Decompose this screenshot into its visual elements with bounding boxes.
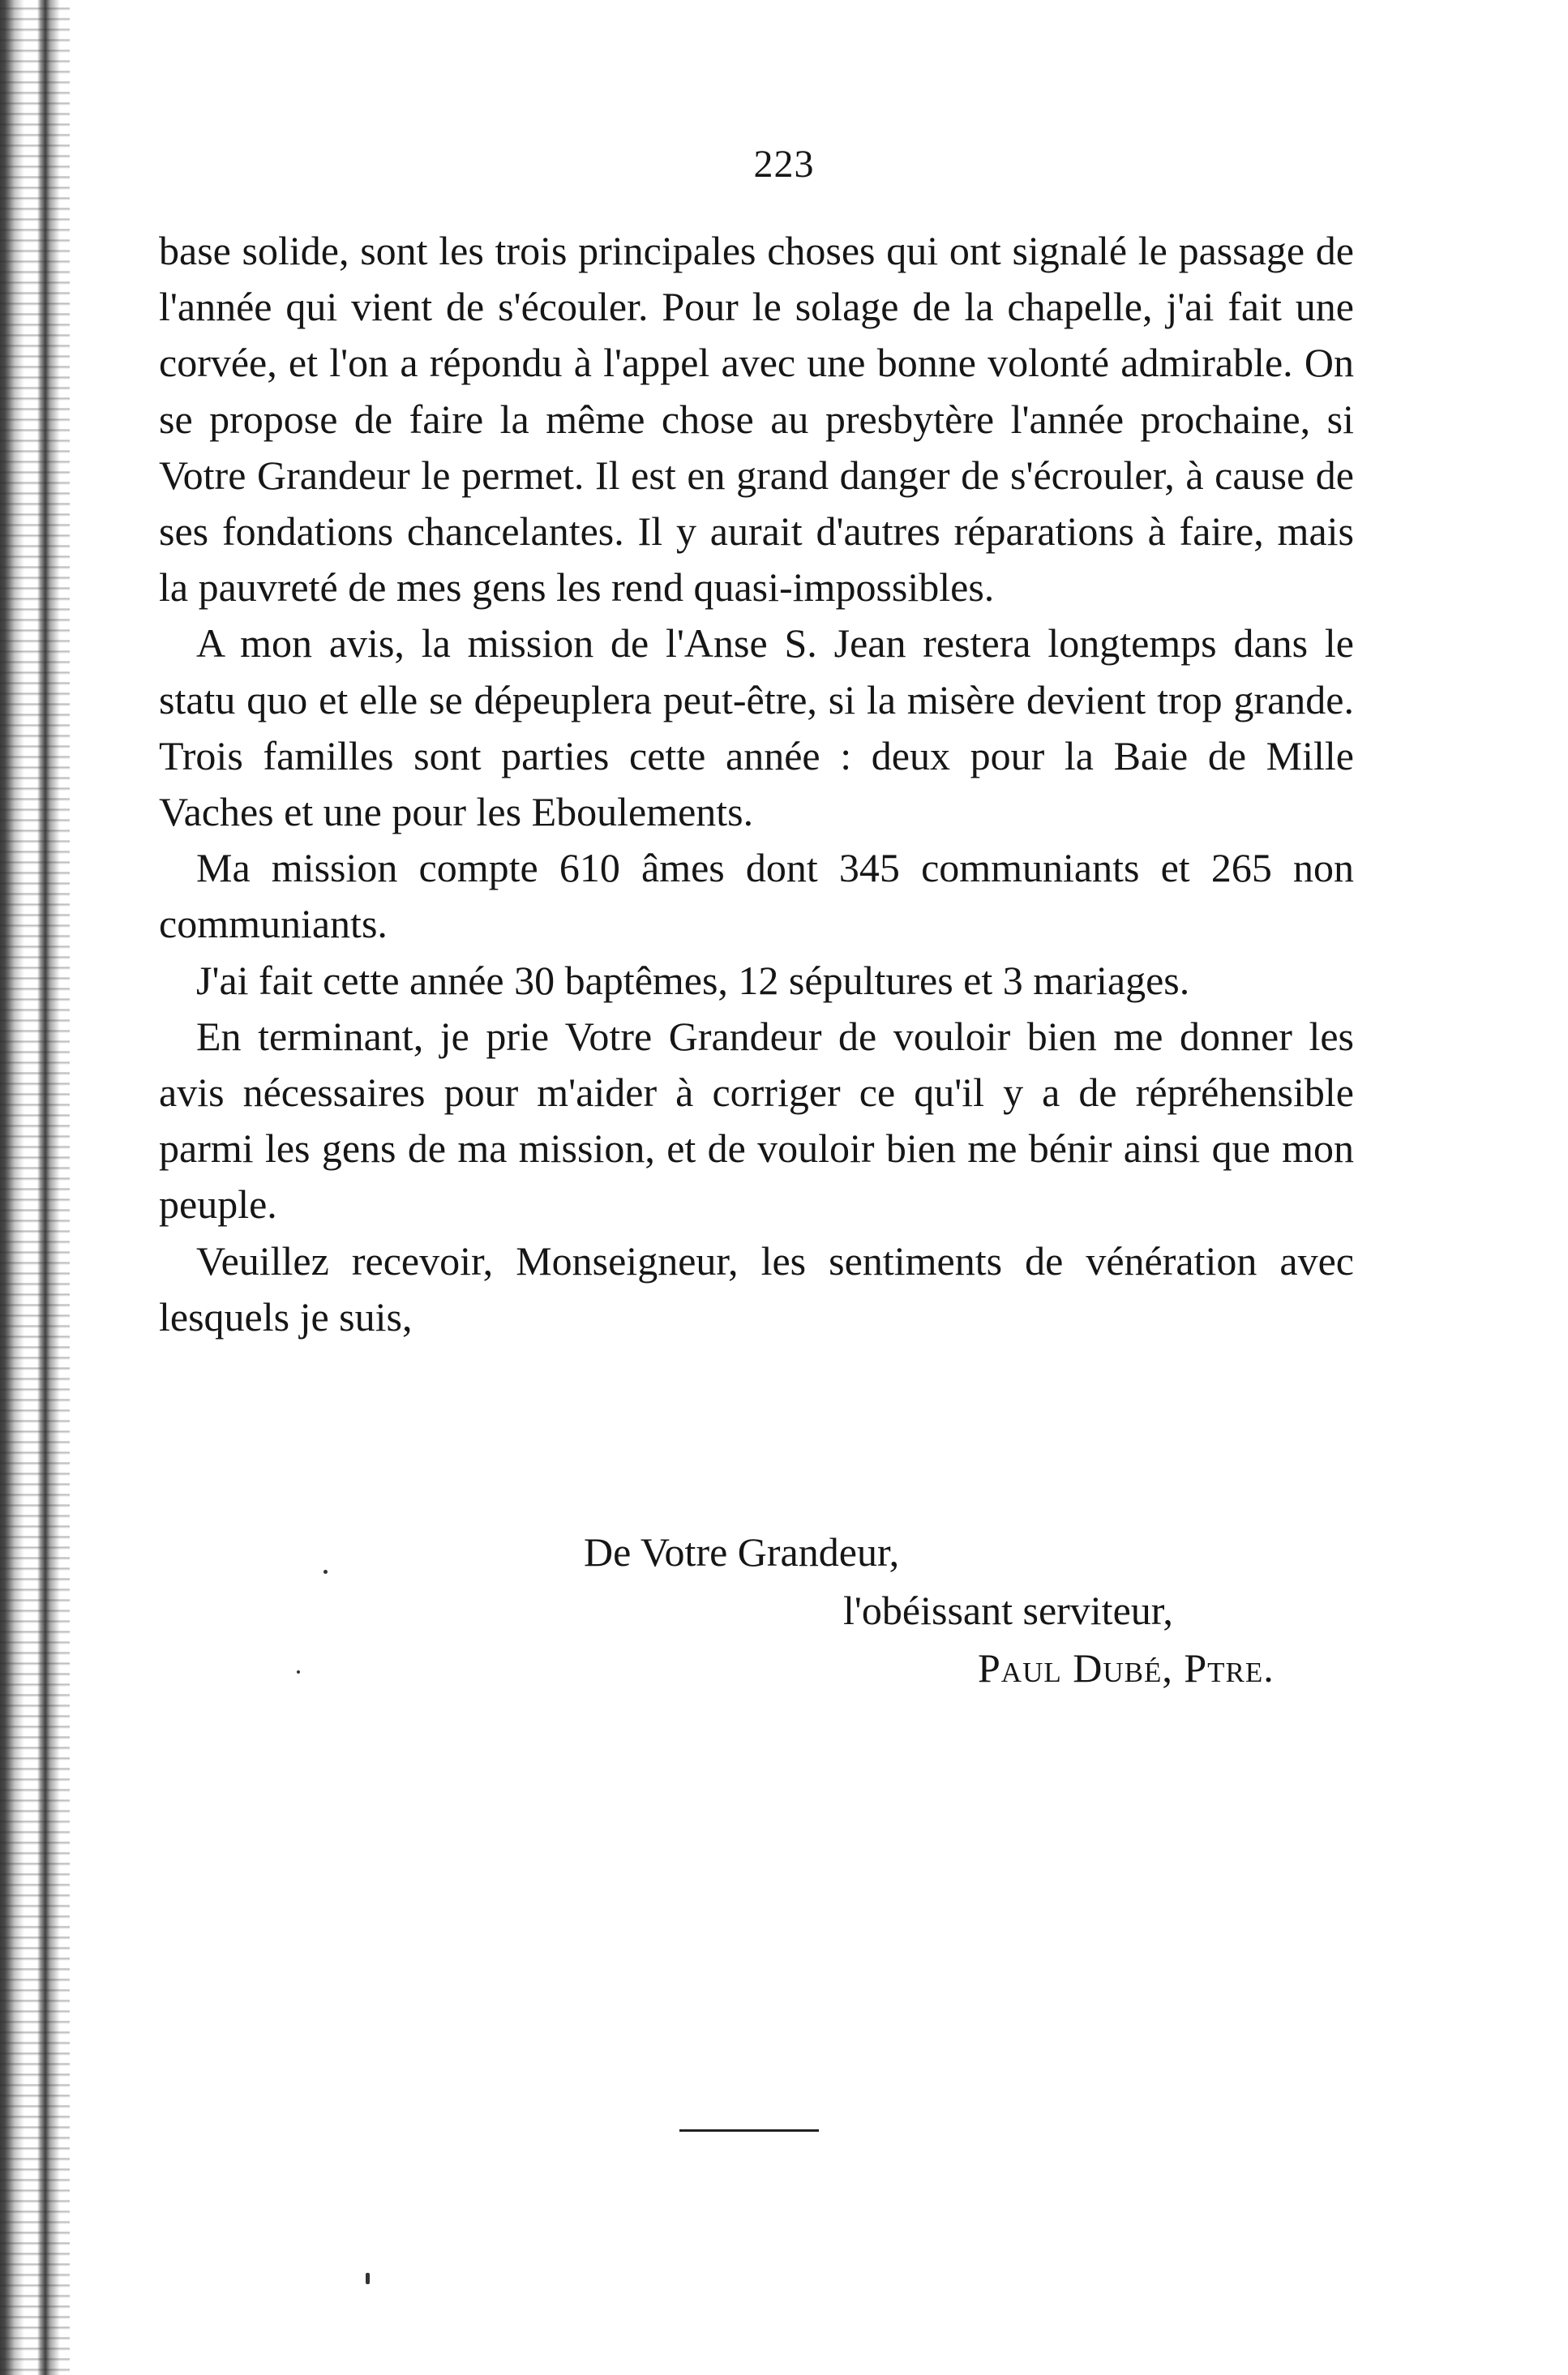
letter-body [159, 223, 1354, 1345]
paragraph-4: J'ai fait cette année 30 baptêmes, 12 sépultures et 3 mariages. [196, 957, 1190, 1003]
signature-closing: l'obéissant serviteur, [843, 1588, 1173, 1633]
signature-name: Paul Dubé, Ptre. [978, 1645, 1275, 1691]
print-speck [366, 2273, 370, 2284]
end-rule [679, 2129, 819, 2132]
signature-salutation: De Votre Grandeur, [584, 1529, 900, 1575]
paragraph-3: Ma mission compte 610 âmes dont 345 communiants et 265 non communiants. [159, 845, 1354, 947]
paragraph-1: base solide, sont les trois principales choses qui ont signalé le passage de l'année qui vient de s'écouler. Pour le solage de la chapelle, j'ai fait une corvée, et l'on a répondu à l'appel avec une bonne volonté admirable. On se propose de faire la même chose au presbytère l'année prochaine, si Votre Grandeur le permet. Il est en grand danger de s'écrouler, à cause de ses fondations chancelantes. Il y aurait d'autres réparations à faire, mais la pauvreté de mes gens les rend quasi-impossibles. [159, 228, 1354, 611]
page-number: 223 [753, 143, 815, 186]
paragraph-6: Veuillez recevoir, Monseigneur, les sentiments de vénération avec lesquels je suis, [159, 1237, 1354, 1340]
print-speck [323, 1570, 328, 1574]
paragraph-5: En terminant, je prie Votre Grandeur de vouloir bien me donner les avis nécessaires pour m'aider à corriger ce qu'il y a de répréhensible parmi les gens de ma mission, et de vouloir bien me bénir ainsi que mon peuple. [159, 1013, 1354, 1228]
paragraph-2: A mon avis, la mission de l'Anse S. Jean restera longtemps dans le statu quo et elle se dépeuplera peut-être, si la misère devient trop grande. Trois familles sont parties cette année : deux pour la Baie de Mille Vaches et une pour les Eboulements. [159, 620, 1354, 835]
scanned-binding-edge [0, 0, 70, 2375]
print-speck [297, 1670, 300, 1674]
